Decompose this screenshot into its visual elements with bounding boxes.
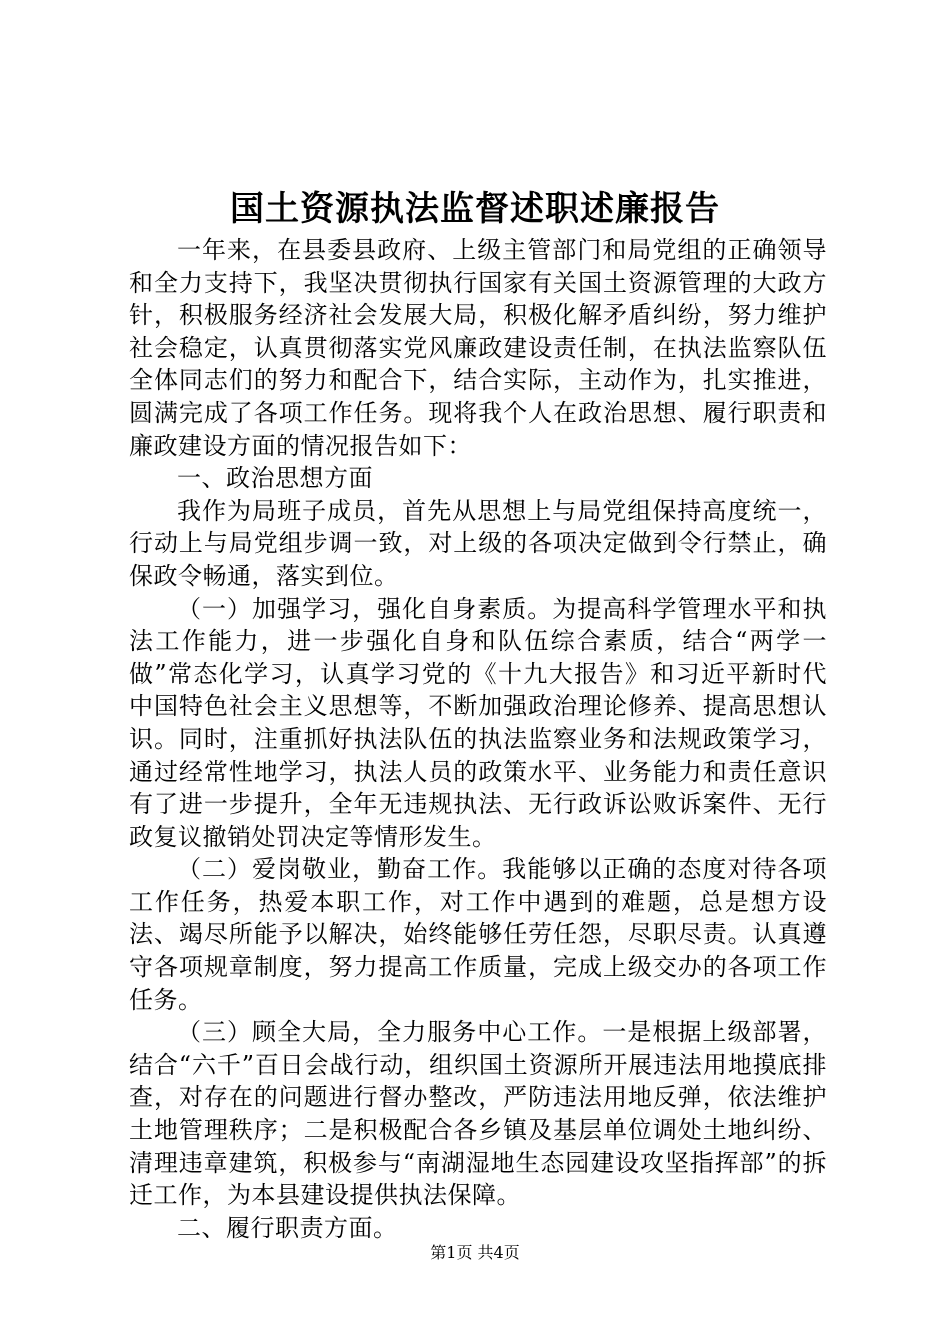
- section-heading-political: 一、政治思想方面: [177, 464, 373, 493]
- political-paragraph: 我作为局班子成员，首先从思想上与局党组保持高度统一，行动上与局党组步调一致，对上级的各项决定做到令行禁止，确保政令畅通，落实到位。: [129, 496, 827, 590]
- page-number-footer: 第1页 共4页: [430, 1243, 520, 1262]
- dedication-paragraph: （二）爱岗敬业，勤奋工作。我能够以正确的态度对待各项工作任务，热爱本职工作，对工作中遇到的难题，总是想方设法、竭尽所能予以解决，始终能够任劳任怨，尽职尽责。认真遵守各项规章制度，努力提高工作质量，完成上级交办的各项工作任务。: [129, 855, 827, 1014]
- intro-paragraph: 一年来，在县委县政府、上级主管部门和局党组的正确领导和全力支持下，我坚决贯彻执行国家有关国土资源管理的大政方针，积极服务经济社会发展大局，积极化解矛盾纠纷，努力维护社会稳定，认真贯彻落实党风廉政建设责任制，在执法监察队伍全体同志们的努力和配合下，结合实际，主动作为，扎实推进，圆满完成了各项工作任务。现将我个人在政治思想、履行职责和廉政建设方面的情况报告如下：: [129, 236, 827, 460]
- document-body: [129, 234, 827, 1244]
- section-heading-duties: 二、履行职责方面。: [177, 1213, 398, 1242]
- document-title: 国土资源执法监督述职述廉报告: [230, 189, 720, 229]
- overall-paragraph: （三）顾全大局，全力服务中心工作。一是根据上级部署，结合“六千”百日会战行动，组织国土资源所开展违法用地摸底排查，对存在的问题进行督办整改，严防违法用地反弹，依法维护土地管理秩序；二是积极配合各乡镇及基层单位调处土地纠纷、清理违章建筑，积极参与“南湖湿地生态园建设攻坚指挥部”的拆迁工作，为本县建设提供执法保障。: [129, 1018, 827, 1210]
- study-paragraph: （一）加强学习，强化自身素质。为提高科学管理水平和执法工作能力，进一步强化自身和队伍综合素质，结合“两学一做”常态化学习，认真学习党的《十九大报告》和习近平新时代中国特色社会主义思想等，不断加强政治理论修养、提高思想认识。同时，注重抓好执法队伍的执法监察业务和法规政策学习，通过经常性地学习，执法人员的政策水平、业务能力和责任意识有了进一步提升，全年无违规执法、无行政诉讼败诉案件、无行政复议撤销处罚决定等情形发生。: [129, 594, 827, 851]
